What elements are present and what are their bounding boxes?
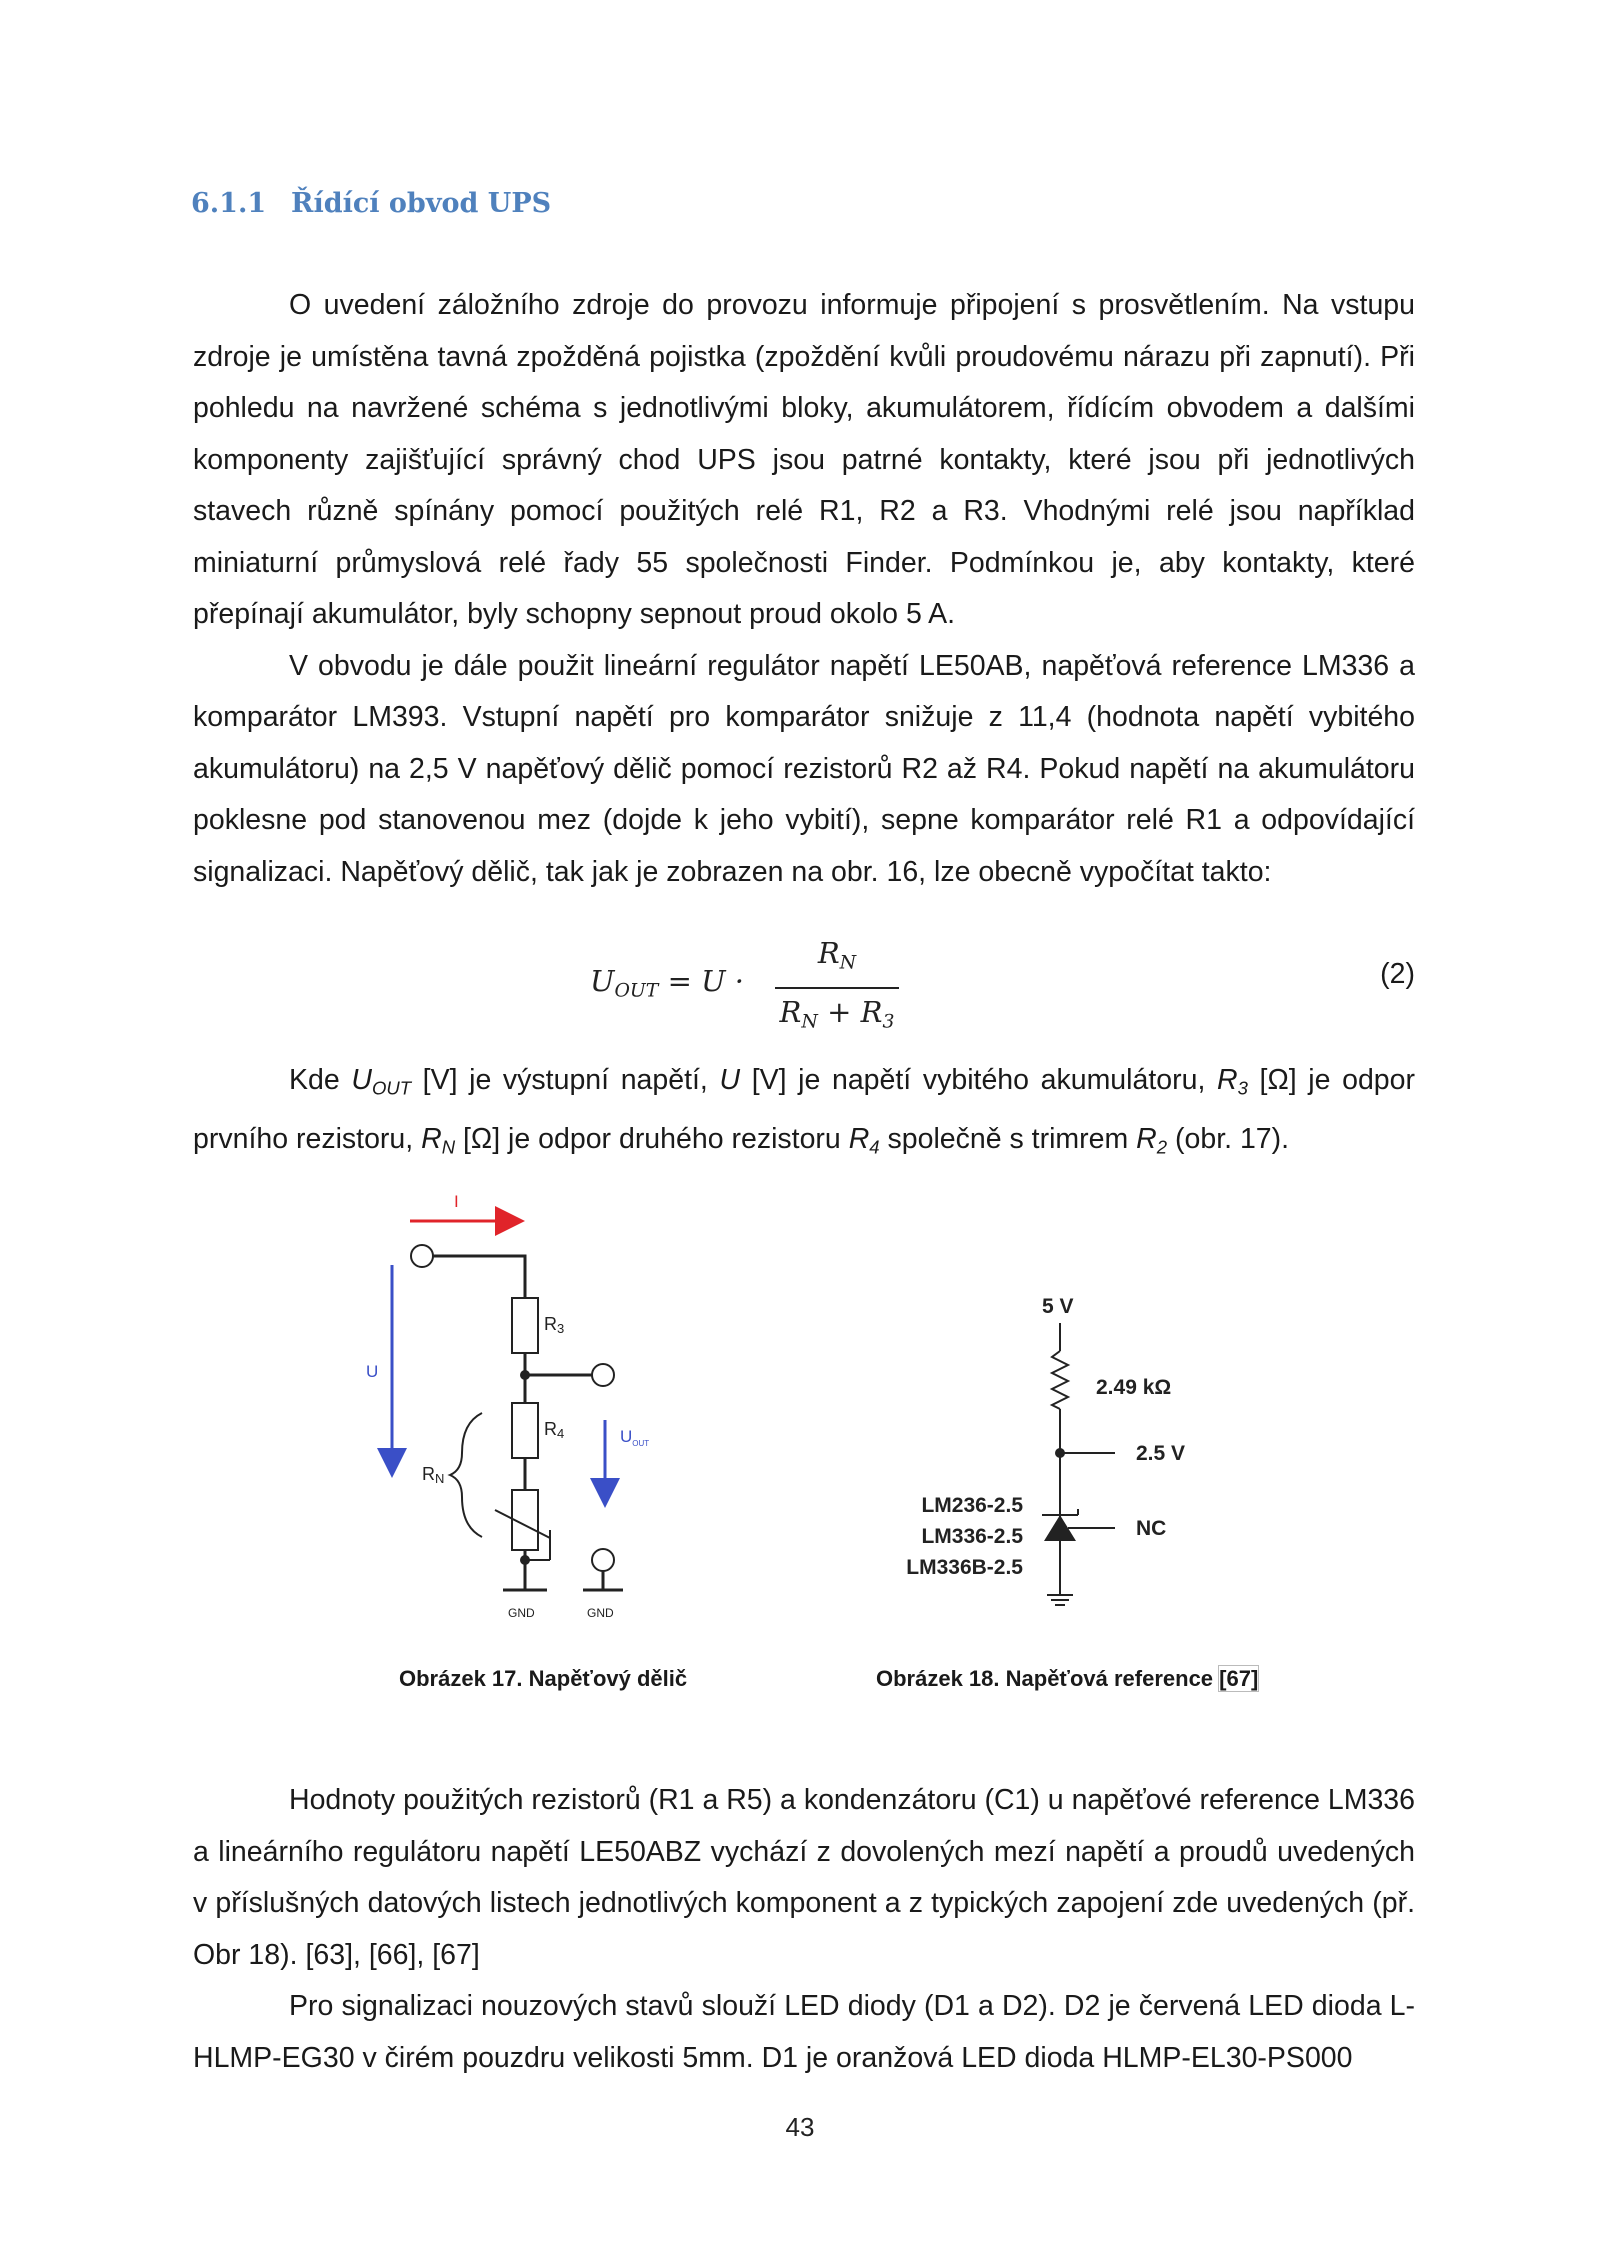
output-terminal [592,1364,614,1386]
resistor-r3 [512,1298,538,1353]
figure-17-voltage-divider [350,1185,690,1635]
equation-number: (2) [1380,958,1415,990]
resistor-r4 [512,1403,538,1458]
resistor-label: 2.49 kΩ [1096,1376,1172,1399]
paragraph-1: O uvedení záložního zdroje do provozu informuje připojení s prosvětlením. Na vstupu zdroje je umístěna tavná zpožděná pojistka (zpoždění kvůli proudovému nárazu při zapnutí). Při pohledu na navržené schéma s jednotlivými bloky, akumulátorem, řídícím obvodem a dalšími komponenty zajišťující správný chod UPS jsou patrné kontakty, které jsou při jednotlivých stavech různě spínány pomocí použitých relé R1, R2 a R3. Vhodnými relé jsou například miniaturní průmyslová relé řady 55 společnosti Finder. Podmínkou je, aby kontakty, které přepínají akumulátor, byly schopny sepnout proud okolo 5 A. [193,289,1415,630]
input-wire [433,1256,525,1298]
body-text-kde [193,1055,1415,1173]
rn-brace [450,1413,482,1537]
rn-label: RN [422,1464,445,1486]
fraction-bar [775,987,899,989]
caption-reference-link[interactable]: [67] [1219,1666,1259,1691]
fraction-denominator: $R_N + R_3$ [779,994,895,1033]
current-label: I [454,1192,459,1211]
resistor-2-49k [1052,1351,1068,1409]
paragraph-3: Hodnoty použitých rezistorů (R1 a R5) a kondenzátoru (C1) u napěťové reference LM336 a lineárního regulátoru napětí LE50ABZ vychází z dovolených mezí napětí a proudů uvedených v příslušných datových listech jednotlivých komponent a z typických zapojení zde uvedených (př. Obr 18). [63], [66], [67] [193,1784,1415,1971]
page-number: 43 [785,2112,815,2142]
paragraph-kde: Kde $U_{OUT}$ [V] je výstupní napětí, U [V] je napětí vybitého akumulátoru, $R_3$ [Ω] je odpor prvního rezistoru, $R_N$ [Ω] je odpor druhého rezistoru $R_4$ společně s trimrem $R_2$ (obr. 17). [193,1064,1415,1158]
output-label: 2.5 V [1136,1442,1186,1465]
uout-label: $U_{OUT}$ [620,1427,650,1448]
figure-18-voltage-reference [870,1285,1230,1635]
supply-label: 5 V [1042,1295,1074,1318]
fraction-numerator: $R_N$ [817,936,857,974]
figure-18-caption: Obrázek 18. Napěťová reference [67] [876,1666,1259,1691]
part-label-3: LM336B-2.5 [906,1556,1023,1579]
equation-lhs: $U_{OUT} = U$ · [590,964,754,1002]
part-label-2: LM336-2.5 [921,1525,1023,1548]
ground-terminal [592,1549,614,1571]
gnd-label-2: GND [587,1606,614,1620]
input-terminal [411,1245,433,1267]
section-heading [191,188,551,219]
nc-label: NC [1136,1517,1167,1540]
r3-label: R3 [544,1314,565,1336]
r4-label: R4 [544,1419,565,1441]
section-number: 6.1.1 [191,188,267,219]
section-title: Řídící obvod UPS [291,188,552,219]
paragraph-4: Pro signalizaci nouzových stavů slouží LED diody (D1 a D2). D2 je červená LED dioda L-HLMP-EG30 v čirém pouzdru velikosti 5mm. D1 je oranžová LED dioda HLMP-EL30-PS000 [193,1990,1415,2074]
body-text-bottom [193,1775,1415,2084]
gnd-label-1: GND [508,1606,535,1620]
voltage-label: U [366,1362,379,1381]
body-text-top [193,280,1415,898]
figure-17-caption: Obrázek 17. Napěťový dělič [399,1666,688,1691]
paragraph-2: V obvodu je dále použit lineární regulátor napětí LE50AB, napěťová reference LM336 a komparátor LM393. Vstupní napětí pro komparátor snižuje z 11,4 (hodnota napětí vybitého akumulátoru) na 2,5 V napěťový dělič pomocí rezistorů R2 až R4. Pokud napětí na akumulátoru poklesne pod stanovenou mez (dojde k jeho vybití), sepne komparátor relé R1 a odpovídající signalizaci. Napěťový dělič, tak jak je zobrazen na obr. 16, lze obecně vypočítat takto: [193,649,1415,888]
equation-fraction [775,934,899,1041]
part-label-1: LM236-2.5 [921,1494,1023,1517]
